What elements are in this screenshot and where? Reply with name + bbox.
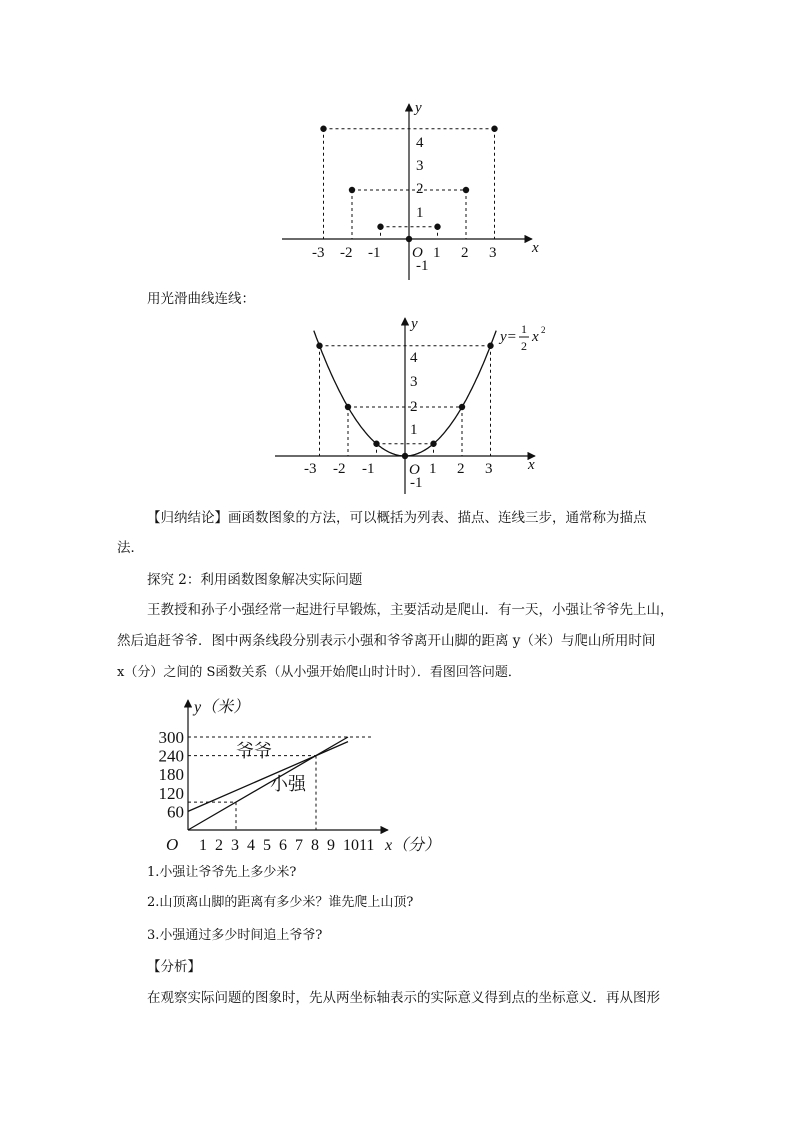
analysis-line-1: 在观察实际问题的图象时，先从两坐标轴表示的实际意义得到点的坐标意义．再从图形 <box>147 990 660 1006</box>
curve-label-numerator: 1 <box>521 322 527 336</box>
conclusion-line-1: 【归纳结论】画函数图象的方法，可以概括为列表、描点、连线三步，通常称为描点 <box>147 510 647 526</box>
y-tick: 2 <box>416 181 424 197</box>
x-tick: 11 <box>359 837 375 854</box>
y-axis-label: y（米） <box>194 699 250 716</box>
x-tick: 2 <box>215 837 223 854</box>
x-tick: 8 <box>311 837 319 854</box>
y-tick: 1 <box>410 422 418 438</box>
y-tick: 180 <box>158 765 184 785</box>
x-tick: 2 <box>461 245 469 261</box>
x-tick: 3 <box>489 245 497 261</box>
caption-smooth-curve: 用光滑曲线连线： <box>147 291 255 307</box>
curve-label-lhs: y= <box>500 329 517 345</box>
x-tick: -3 <box>312 245 325 261</box>
problem-line-2: 然后追赶爷爷．图中两条线段分别表示小强和爷爷离开山脚的距离 y（米）与爬山所用时间 <box>117 633 656 649</box>
y-tick: 4 <box>416 135 424 151</box>
y-tick: 2 <box>410 399 418 415</box>
y-tick: 240 <box>158 746 184 766</box>
x-tick: -1 <box>368 245 381 261</box>
conclusion-line-2: 法． <box>117 540 144 556</box>
question-1: 1.小强让爷爷先上多少米? <box>147 865 297 880</box>
x-tick: 1 <box>199 837 207 854</box>
question-3: 3.小强通过多少时间追上爷爷? <box>147 928 323 943</box>
question-2: 2.山顶离山脚的距离有多少米？谁先爬上山顶? <box>147 895 414 910</box>
x-axis-label: x <box>528 457 535 473</box>
x-tick: -2 <box>333 461 346 477</box>
y-tick: 300 <box>158 728 184 747</box>
y-tick: -1 <box>416 258 429 274</box>
y-tick: -1 <box>410 475 423 491</box>
x-tick: 4 <box>247 837 255 854</box>
origin-label: O <box>166 835 179 854</box>
y-tick: 4 <box>410 350 418 366</box>
origin-label: O <box>409 462 420 478</box>
series-label: 爷爷 <box>236 741 272 762</box>
x-tick: -3 <box>304 461 317 477</box>
x-tick: 10 <box>343 837 359 854</box>
x-tick: 5 <box>263 837 271 854</box>
x-axis-label: x（分） <box>385 837 441 854</box>
analysis-title: 【分析】 <box>147 959 201 975</box>
x-tick: 1 <box>429 461 437 477</box>
y-tick: 3 <box>416 158 424 174</box>
problem-line-1: 王教授和孙子小强经常一起进行早锻炼，主要活动是爬山．有一天，小强让爷爷先上山， <box>147 602 674 618</box>
x-tick: 7 <box>295 837 303 854</box>
y-tick: 1 <box>416 205 424 221</box>
x-tick: 1 <box>433 245 441 261</box>
explore-title: 探究 2：利用函数图象解决实际问题 <box>147 572 363 588</box>
y-tick: 3 <box>410 374 418 390</box>
y-tick: 120 <box>158 783 184 803</box>
x-tick: 6 <box>279 837 287 854</box>
x-tick: 3 <box>485 461 493 477</box>
x-tick: 9 <box>327 837 335 854</box>
series-label: 小强 <box>270 774 306 795</box>
x-tick: 3 <box>231 837 239 854</box>
curve-label-exponent: 2 <box>541 325 546 335</box>
y-axis-label: y <box>411 316 418 332</box>
problem-line-3: x（分）之间的 S函数关系（从小强开始爬山时计时）．看图回答问题． <box>117 665 521 680</box>
y-axis-label: y <box>415 100 422 116</box>
x-axis-label: x <box>532 240 539 256</box>
x-tick: -1 <box>362 461 375 477</box>
x-tick: -2 <box>340 245 353 261</box>
curve-label-variable: x <box>532 329 539 345</box>
curve-label-denominator: 2 <box>521 339 527 353</box>
x-tick: 2 <box>457 461 465 477</box>
y-tick: 60 <box>167 802 184 822</box>
origin-label: O <box>412 245 423 261</box>
